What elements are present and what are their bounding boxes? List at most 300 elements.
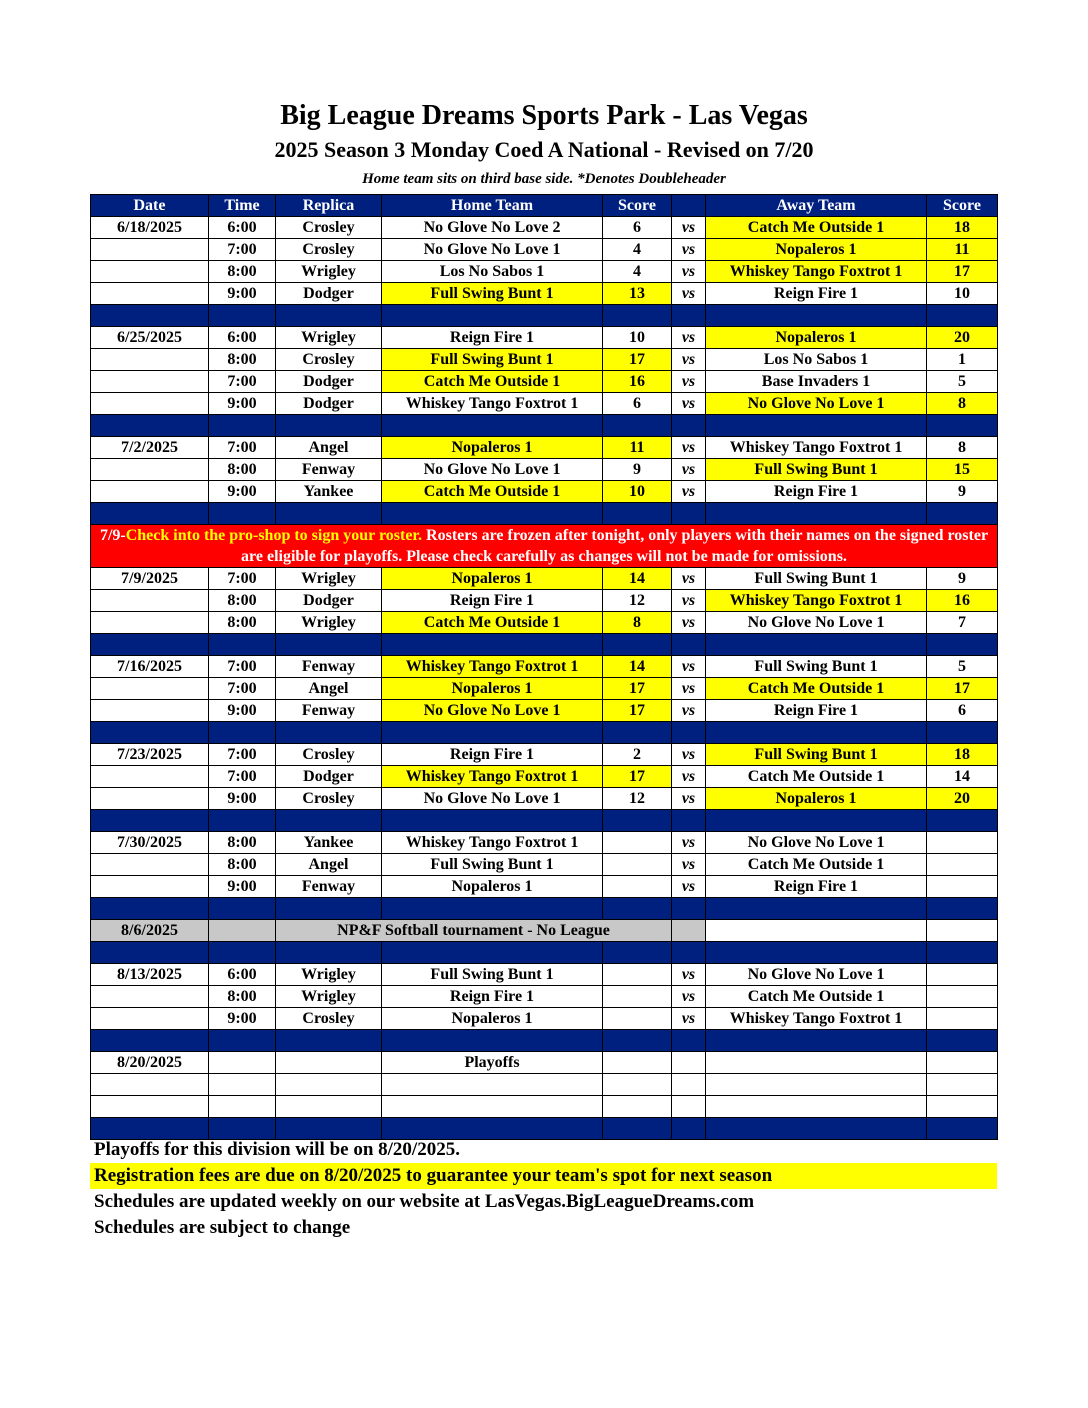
notice-text: Rosters are frozen after tonight, only players with their names on the signed roster are eligible for playoffs. Please check carefully as changes will not be made for omissions. xyxy=(241,527,989,565)
home-score xyxy=(603,854,672,876)
separator-cell xyxy=(382,722,603,744)
separator-cell xyxy=(706,634,927,656)
separator-cell xyxy=(209,810,276,832)
separator-cell xyxy=(672,305,706,327)
separator-cell xyxy=(706,503,927,525)
separator-cell xyxy=(91,634,209,656)
game-field: Wrigley xyxy=(276,568,382,590)
vs-label: vs xyxy=(672,481,706,503)
vs-label: vs xyxy=(672,217,706,239)
game-date xyxy=(91,283,209,305)
game-date xyxy=(91,349,209,371)
separator-cell xyxy=(209,898,276,920)
separator-cell xyxy=(672,810,706,832)
away-team: Whiskey Tango Foxtrot 1 xyxy=(706,261,927,283)
separator-cell xyxy=(276,634,382,656)
home-score: 12 xyxy=(603,788,672,810)
game-field: Fenway xyxy=(276,700,382,722)
away-team: Reign Fire 1 xyxy=(706,876,927,898)
game-row xyxy=(91,481,998,503)
vs-label: vs xyxy=(672,766,706,788)
home-team: Reign Fire 1 xyxy=(382,590,603,612)
away-team: Whiskey Tango Foxtrot 1 xyxy=(706,437,927,459)
game-date: 8/13/2025 xyxy=(91,964,209,986)
away-score xyxy=(927,1096,998,1118)
away-score xyxy=(927,1008,998,1030)
separator-cell xyxy=(91,722,209,744)
home-score xyxy=(603,964,672,986)
separator-cell xyxy=(927,634,998,656)
separator-cell xyxy=(706,898,927,920)
game-time: 7:00 xyxy=(209,239,276,261)
away-score: 18 xyxy=(927,217,998,239)
game-field: Crosley xyxy=(276,217,382,239)
home-team: Playoffs xyxy=(382,1052,603,1074)
game-time: 8:00 xyxy=(209,986,276,1008)
game-row xyxy=(91,832,998,854)
separator-cell xyxy=(706,305,927,327)
away-team: No Glove No Love 1 xyxy=(706,832,927,854)
home-team: Full Swing Bunt 1 xyxy=(382,283,603,305)
game-time: 7:00 xyxy=(209,766,276,788)
game-field: Angel xyxy=(276,437,382,459)
game-time: 9:00 xyxy=(209,788,276,810)
game-row xyxy=(91,1096,998,1118)
game-date xyxy=(91,678,209,700)
away-team xyxy=(706,920,927,942)
home-score: 9 xyxy=(603,459,672,481)
game-field: Dodger xyxy=(276,590,382,612)
away-score xyxy=(927,832,998,854)
vs-label: vs xyxy=(672,612,706,634)
col-away-team: Away Team xyxy=(706,195,927,217)
game-date xyxy=(91,986,209,1008)
game-time: 9:00 xyxy=(209,700,276,722)
away-score: 5 xyxy=(927,371,998,393)
game-time xyxy=(209,1096,276,1118)
home-score: 16 xyxy=(603,371,672,393)
vs-label: vs xyxy=(672,327,706,349)
home-team: Whiskey Tango Foxtrot 1 xyxy=(382,832,603,854)
home-score: 4 xyxy=(603,239,672,261)
game-time: 9:00 xyxy=(209,481,276,503)
game-field: Crosley xyxy=(276,349,382,371)
game-row xyxy=(91,261,998,283)
vs-label: vs xyxy=(672,283,706,305)
game-date: 8/6/2025 xyxy=(91,920,209,942)
game-row xyxy=(91,964,998,986)
home-score: 8 xyxy=(603,612,672,634)
game-date: 7/30/2025 xyxy=(91,832,209,854)
away-team: No Glove No Love 1 xyxy=(706,964,927,986)
separator-cell xyxy=(672,942,706,964)
away-team: Whiskey Tango Foxtrot 1 xyxy=(706,1008,927,1030)
game-date: 7/9/2025 xyxy=(91,568,209,590)
vs-label: vs xyxy=(672,788,706,810)
home-team: Catch Me Outside 1 xyxy=(382,371,603,393)
separator-cell xyxy=(706,1030,927,1052)
separator-cell xyxy=(603,415,672,437)
home-score xyxy=(603,1052,672,1074)
away-team: Catch Me Outside 1 xyxy=(706,217,927,239)
game-date xyxy=(91,1074,209,1096)
separator-row xyxy=(91,942,998,964)
home-team: Whiskey Tango Foxtrot 1 xyxy=(382,766,603,788)
separator-cell xyxy=(603,722,672,744)
game-field: Wrigley xyxy=(276,612,382,634)
vs-label: vs xyxy=(672,261,706,283)
separator-cell xyxy=(382,503,603,525)
away-team xyxy=(706,1074,927,1096)
separator-cell xyxy=(927,1030,998,1052)
separator-row xyxy=(91,898,998,920)
separator-cell xyxy=(603,898,672,920)
separator-row xyxy=(91,810,998,832)
game-date xyxy=(91,371,209,393)
roster-notice-row xyxy=(91,525,998,568)
away-score: 14 xyxy=(927,766,998,788)
game-date xyxy=(91,459,209,481)
away-team: Full Swing Bunt 1 xyxy=(706,459,927,481)
home-team: Nopaleros 1 xyxy=(382,678,603,700)
separator-cell xyxy=(382,898,603,920)
separator-cell xyxy=(209,942,276,964)
home-team: Reign Fire 1 xyxy=(382,986,603,1008)
away-team: Nopaleros 1 xyxy=(706,327,927,349)
separator-cell xyxy=(603,634,672,656)
game-time: 7:00 xyxy=(209,568,276,590)
home-team: Whiskey Tango Foxtrot 1 xyxy=(382,393,603,415)
away-team: Whiskey Tango Foxtrot 1 xyxy=(706,590,927,612)
game-time: 7:00 xyxy=(209,437,276,459)
game-row xyxy=(91,1052,998,1074)
game-time: 9:00 xyxy=(209,393,276,415)
separator-cell xyxy=(91,503,209,525)
game-row xyxy=(91,854,998,876)
game-field: Yankee xyxy=(276,481,382,503)
game-time: 8:00 xyxy=(209,349,276,371)
game-time: 6:00 xyxy=(209,217,276,239)
away-team: Full Swing Bunt 1 xyxy=(706,656,927,678)
game-time: 7:00 xyxy=(209,371,276,393)
game-time xyxy=(209,1074,276,1096)
away-score: 15 xyxy=(927,459,998,481)
game-row xyxy=(91,986,998,1008)
game-time: 8:00 xyxy=(209,459,276,481)
separator-row xyxy=(91,634,998,656)
separator-cell xyxy=(927,305,998,327)
home-score xyxy=(603,1008,672,1030)
separator-cell xyxy=(276,942,382,964)
vs-label: vs xyxy=(672,678,706,700)
separator-cell xyxy=(209,305,276,327)
away-team xyxy=(706,1052,927,1074)
game-time: 7:00 xyxy=(209,656,276,678)
home-team: Reign Fire 1 xyxy=(382,327,603,349)
separator-cell xyxy=(382,305,603,327)
home-score: 17 xyxy=(603,766,672,788)
away-team: Nopaleros 1 xyxy=(706,788,927,810)
away-score: 9 xyxy=(927,568,998,590)
home-team: Full Swing Bunt 1 xyxy=(382,349,603,371)
game-time xyxy=(209,1052,276,1074)
game-date: 8/20/2025 xyxy=(91,1052,209,1074)
separator-row xyxy=(91,1030,998,1052)
game-date: 6/25/2025 xyxy=(91,327,209,349)
vs-label xyxy=(672,1052,706,1074)
home-score xyxy=(603,1074,672,1096)
home-score xyxy=(603,832,672,854)
game-date: 7/2/2025 xyxy=(91,437,209,459)
game-row xyxy=(91,788,998,810)
separator-cell xyxy=(209,1030,276,1052)
game-date xyxy=(91,766,209,788)
game-date xyxy=(91,239,209,261)
separator-cell xyxy=(382,1030,603,1052)
header-row xyxy=(91,195,998,217)
separator-cell xyxy=(927,898,998,920)
separator-cell xyxy=(91,810,209,832)
game-field: Wrigley xyxy=(276,327,382,349)
no-league-text: NP&F Softball tournament - No League xyxy=(276,920,672,942)
col-vs xyxy=(672,195,706,217)
vs-label: vs xyxy=(672,437,706,459)
separator-cell xyxy=(927,722,998,744)
separator-cell xyxy=(706,722,927,744)
separator-cell xyxy=(927,942,998,964)
away-score: 8 xyxy=(927,437,998,459)
game-field: Crosley xyxy=(276,744,382,766)
separator-cell xyxy=(706,415,927,437)
game-field: Dodger xyxy=(276,766,382,788)
game-row xyxy=(91,1008,998,1030)
separator-cell xyxy=(209,634,276,656)
away-score xyxy=(927,1074,998,1096)
roster-notice xyxy=(91,525,998,568)
away-team: Catch Me Outside 1 xyxy=(706,766,927,788)
separator-cell xyxy=(603,810,672,832)
separator-cell xyxy=(382,942,603,964)
separator-cell xyxy=(603,942,672,964)
home-team: Full Swing Bunt 1 xyxy=(382,964,603,986)
game-field: Fenway xyxy=(276,876,382,898)
game-row xyxy=(91,744,998,766)
game-row xyxy=(91,371,998,393)
home-score xyxy=(603,1096,672,1118)
home-team: Whiskey Tango Foxtrot 1 xyxy=(382,656,603,678)
game-row xyxy=(91,568,998,590)
away-team: Full Swing Bunt 1 xyxy=(706,744,927,766)
home-team: No Glove No Love 1 xyxy=(382,459,603,481)
footer-website: Schedules are updated weekly on our website at LasVegas.BigLeagueDreams.com xyxy=(94,1191,755,1212)
home-team: Catch Me Outside 1 xyxy=(382,481,603,503)
separator-cell xyxy=(672,503,706,525)
vs-label: vs xyxy=(672,986,706,1008)
game-time: 7:00 xyxy=(209,744,276,766)
game-date: 7/23/2025 xyxy=(91,744,209,766)
game-field: Wrigley xyxy=(276,261,382,283)
game-field: Dodger xyxy=(276,283,382,305)
vs-cell xyxy=(672,920,706,942)
notice-highlight: Check into the pro-shop to sign your roster. xyxy=(125,527,423,544)
notice-date: 7/9- xyxy=(99,527,126,544)
away-score xyxy=(927,964,998,986)
page-subtitle: 2025 Season 3 Monday Coed A National - Revised on 7/20 xyxy=(274,137,814,162)
col-replica: Replica xyxy=(276,195,382,217)
vs-label: vs xyxy=(672,854,706,876)
game-field: Crosley xyxy=(276,239,382,261)
separator-row xyxy=(91,503,998,525)
separator-cell xyxy=(603,1030,672,1052)
game-date xyxy=(91,854,209,876)
game-field xyxy=(276,1052,382,1074)
game-row xyxy=(91,656,998,678)
separator-cell xyxy=(91,898,209,920)
separator-cell xyxy=(927,503,998,525)
game-date xyxy=(91,700,209,722)
game-time: 9:00 xyxy=(209,876,276,898)
game-time: 7:00 xyxy=(209,678,276,700)
game-date xyxy=(91,481,209,503)
game-row xyxy=(91,1074,998,1096)
game-date xyxy=(91,261,209,283)
schedule-table xyxy=(90,194,998,1140)
home-team: Full Swing Bunt 1 xyxy=(382,854,603,876)
separator-cell xyxy=(276,810,382,832)
game-row xyxy=(91,590,998,612)
vs-label: vs xyxy=(672,459,706,481)
home-team: Nopaleros 1 xyxy=(382,437,603,459)
separator-cell xyxy=(276,898,382,920)
away-team: Reign Fire 1 xyxy=(706,481,927,503)
home-team: No Glove No Love 1 xyxy=(382,239,603,261)
game-field: Yankee xyxy=(276,832,382,854)
no-league-row xyxy=(91,920,998,942)
vs-label xyxy=(672,1096,706,1118)
game-date xyxy=(91,1008,209,1030)
separator-cell xyxy=(382,415,603,437)
away-score: 16 xyxy=(927,590,998,612)
game-row xyxy=(91,612,998,634)
game-row xyxy=(91,678,998,700)
home-team xyxy=(382,1074,603,1096)
separator-cell xyxy=(276,1030,382,1052)
home-team: Catch Me Outside 1 xyxy=(382,612,603,634)
away-score: 1 xyxy=(927,349,998,371)
game-date xyxy=(91,1096,209,1118)
game-date: 6/18/2025 xyxy=(91,217,209,239)
game-time: 8:00 xyxy=(209,832,276,854)
game-row xyxy=(91,217,998,239)
away-score: 11 xyxy=(927,239,998,261)
home-team: No Glove No Love 2 xyxy=(382,217,603,239)
separator-cell xyxy=(276,305,382,327)
game-field: Fenway xyxy=(276,656,382,678)
home-team: Los No Sabos 1 xyxy=(382,261,603,283)
separator-cell xyxy=(209,722,276,744)
game-time: 8:00 xyxy=(209,854,276,876)
game-field: Dodger xyxy=(276,371,382,393)
vs-label: vs xyxy=(672,744,706,766)
separator-cell xyxy=(706,810,927,832)
separator-cell xyxy=(276,415,382,437)
away-score: 9 xyxy=(927,481,998,503)
col-date: Date xyxy=(91,195,209,217)
vs-label: vs xyxy=(672,568,706,590)
game-row xyxy=(91,349,998,371)
game-date xyxy=(91,612,209,634)
away-score: 10 xyxy=(927,283,998,305)
game-field: Crosley xyxy=(276,1008,382,1030)
away-score: 20 xyxy=(927,788,998,810)
col-time: Time xyxy=(209,195,276,217)
away-team xyxy=(706,1096,927,1118)
home-score: 14 xyxy=(603,568,672,590)
away-score: 20 xyxy=(927,327,998,349)
game-time xyxy=(209,920,276,942)
game-time: 8:00 xyxy=(209,590,276,612)
away-team: No Glove No Love 1 xyxy=(706,612,927,634)
away-team: Full Swing Bunt 1 xyxy=(706,568,927,590)
home-score: 11 xyxy=(603,437,672,459)
separator-cell xyxy=(603,305,672,327)
home-score: 14 xyxy=(603,656,672,678)
away-score: 7 xyxy=(927,612,998,634)
separator-cell xyxy=(672,1030,706,1052)
away-score: 5 xyxy=(927,656,998,678)
separator-cell xyxy=(91,942,209,964)
separator-cell xyxy=(672,722,706,744)
away-score: 18 xyxy=(927,744,998,766)
game-date xyxy=(91,393,209,415)
vs-label: vs xyxy=(672,239,706,261)
home-team: No Glove No Love 1 xyxy=(382,788,603,810)
home-score: 10 xyxy=(603,327,672,349)
separator-cell xyxy=(603,503,672,525)
away-score: 17 xyxy=(927,261,998,283)
vs-label xyxy=(672,1074,706,1096)
separator-cell xyxy=(927,415,998,437)
vs-label: vs xyxy=(672,1008,706,1030)
separator-row xyxy=(91,722,998,744)
home-score: 10 xyxy=(603,481,672,503)
schedule-note: Home team sits on third base side. *Denotes Doubleheader xyxy=(362,171,726,187)
separator-cell xyxy=(276,503,382,525)
home-team xyxy=(382,1096,603,1118)
home-team: No Glove No Love 1 xyxy=(382,700,603,722)
away-team: Catch Me Outside 1 xyxy=(706,986,927,1008)
separator-cell xyxy=(91,1030,209,1052)
separator-cell xyxy=(91,415,209,437)
home-score: 6 xyxy=(603,217,672,239)
separator-cell xyxy=(927,810,998,832)
game-field: Angel xyxy=(276,854,382,876)
separator-cell xyxy=(91,305,209,327)
col-away-score: Score xyxy=(927,195,998,217)
home-team: Nopaleros 1 xyxy=(382,568,603,590)
separator-cell xyxy=(209,503,276,525)
away-score xyxy=(927,876,998,898)
col-home-team: Home Team xyxy=(382,195,603,217)
game-row xyxy=(91,283,998,305)
home-score: 4 xyxy=(603,261,672,283)
home-score: 17 xyxy=(603,700,672,722)
game-row xyxy=(91,459,998,481)
separator-cell xyxy=(382,810,603,832)
away-score xyxy=(927,854,998,876)
game-field: Wrigley xyxy=(276,964,382,986)
game-field: Fenway xyxy=(276,459,382,481)
